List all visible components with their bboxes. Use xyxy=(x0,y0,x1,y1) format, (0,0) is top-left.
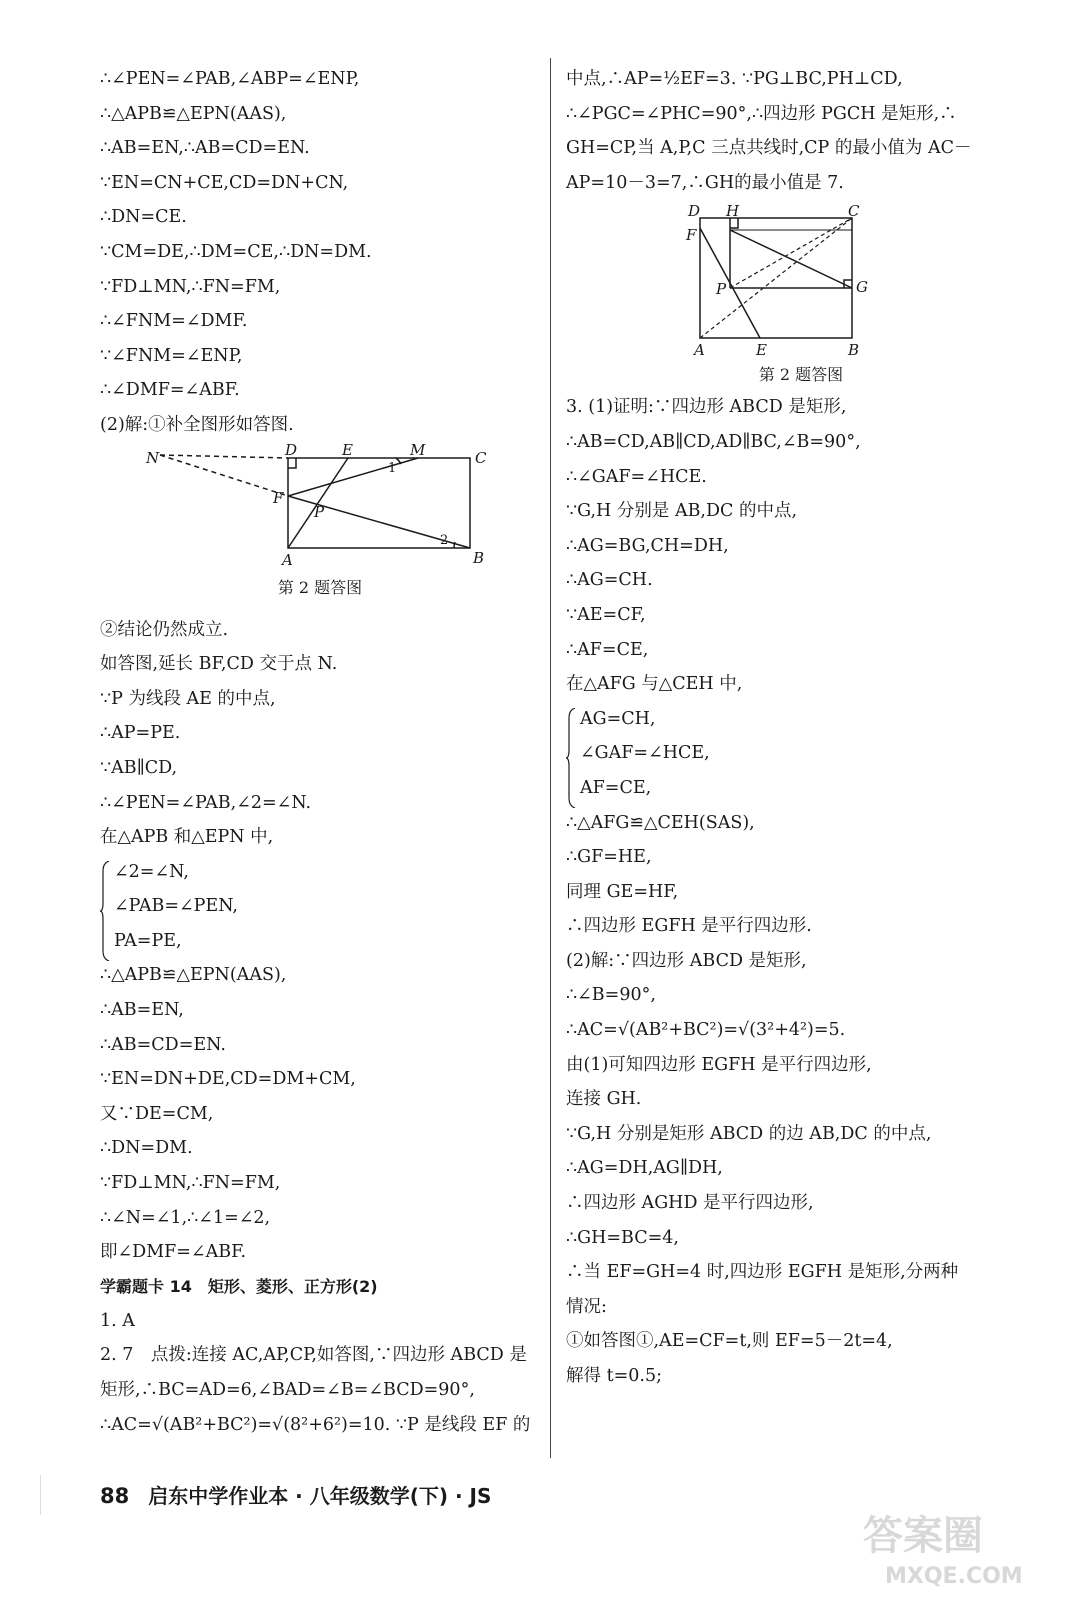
text-line: 如答图,延长 BF,CD 交于点 N. xyxy=(100,654,338,675)
text-line: ∵CM=DE,∴DM=CE,∴DN=DM. xyxy=(100,241,372,262)
text-line: PA=PE, xyxy=(114,930,182,951)
section-title: 学霸题卡 14 矩形、菱形、正方形(2) xyxy=(100,1276,378,1296)
geometry-diagram-right xyxy=(566,200,1036,360)
equation-system xyxy=(566,702,1036,806)
text-line: 1. A xyxy=(100,1310,135,1331)
text-line: ∴∠GAF=∠HCE. xyxy=(566,466,707,487)
right-column xyxy=(566,62,1036,1394)
point-label: F xyxy=(273,488,284,507)
text-line: ∴∠PEN=∠PAB,∠ABP=∠ENP, xyxy=(100,69,360,89)
solution-block-1 xyxy=(566,62,1036,200)
text-line: ∴AC=√(AB²+BC²)=√(8²+6²)=10. ∵P 是线段 EF 的 xyxy=(100,1414,531,1435)
angle-label: 2 xyxy=(440,532,449,548)
text-line: ∴∠DMF=∠ABF. xyxy=(100,380,240,401)
text-line: ∠GAF=∠HCE, xyxy=(580,743,710,764)
text-line: GH=CP,当 A,P,C 三点共线时,CP 的最小值为 AC－ xyxy=(566,138,972,159)
text-line: ∵EN=CN+CE,CD=DN+CN, xyxy=(100,172,349,193)
text-line: ∴∠N=∠1,∴∠1=∠2, xyxy=(100,1207,271,1228)
geometry-diagram-left xyxy=(100,443,540,573)
text-line: ∴四边形 AGHD 是平行四边形, xyxy=(566,1193,814,1214)
page-edge-mark xyxy=(40,1475,41,1515)
text-line: ∴∠PEN=∠PAB,∠2=∠N. xyxy=(100,792,312,813)
text-line: 在△AFG 与△CEH 中, xyxy=(566,674,743,695)
answers-block xyxy=(100,1304,540,1442)
watermark-text: 答案圈 xyxy=(863,1513,983,1559)
text-line: ∴△AFG≌△CEH(SAS), xyxy=(566,812,755,833)
text-line: ∠2=∠N, xyxy=(114,861,189,882)
point-label: E xyxy=(756,341,767,360)
text-line: ∴∠FNM=∠DMF. xyxy=(100,311,248,332)
point-label: H xyxy=(726,202,740,221)
brace-icon xyxy=(566,708,576,808)
text-line: ∵AB∥CD, xyxy=(100,757,178,778)
text-line: 即∠DMF=∠ABF. xyxy=(100,1242,247,1263)
text-line: (2)解:①补全图形如答图. xyxy=(100,414,294,435)
text-line: ∵AE=CF, xyxy=(566,604,646,625)
angle-label: 1 xyxy=(388,460,397,476)
text-line: 由(1)可知四边形 EGFH 是平行四边形, xyxy=(566,1054,872,1075)
text-line: 3. (1)证明:∵四边形 ABCD 是矩形, xyxy=(566,397,847,418)
point-label: C xyxy=(475,448,487,467)
point-label: E xyxy=(342,442,353,459)
text-line: ∴GH=BC=4, xyxy=(566,1227,679,1248)
text-line: ①如答图①,AE=CF=t,则 EF=5－2t=4, xyxy=(566,1331,893,1352)
point-label: B xyxy=(848,341,860,360)
page-footer xyxy=(100,1480,491,1509)
text-line: ∵∠FNM=∠ENP, xyxy=(100,345,243,366)
watermark-logo xyxy=(857,1505,1047,1590)
text-line: 又∵DE=CM, xyxy=(100,1103,214,1124)
text-line: ∴GF=HE, xyxy=(566,847,652,868)
text-line: 解得 t=0.5; xyxy=(566,1366,662,1386)
text-line: ∴DN=CE. xyxy=(100,207,187,228)
point-label: D xyxy=(285,442,298,459)
text-line: ∴AG=BG,CH=DH, xyxy=(566,535,729,556)
text-line: AF=CE, xyxy=(580,777,652,798)
text-line: ∴当 EF=GH=4 时,四边形 EGFH 是矩形,分两种 xyxy=(566,1262,959,1283)
proof-block-1 xyxy=(100,62,540,443)
text-line: ∴△APB≌△EPN(AAS), xyxy=(100,965,287,986)
point-label: D xyxy=(688,202,701,221)
text-line: ∴AG=DH,AG∥DH, xyxy=(566,1158,723,1179)
text-line: 2. 7 点拨:连接 AC,AP,CP,如答图,∵四边形 ABCD 是 xyxy=(100,1345,527,1366)
text-line: ∴DN=DM. xyxy=(100,1138,193,1159)
point-label: P xyxy=(716,280,727,299)
text-line: ∵P 为线段 AE 的中点, xyxy=(100,688,276,709)
figure-caption: 第 2 题答图 xyxy=(758,365,844,385)
text-line: ∴AC=√(AB²+BC²)=√(3²+4²)=5. xyxy=(566,1020,846,1041)
left-column xyxy=(100,62,540,1442)
text-line: 在△APB 和△EPN 中, xyxy=(100,827,274,848)
point-label: B xyxy=(473,548,485,567)
text-line: ∴∠B=90°, xyxy=(566,985,656,1006)
brace-icon xyxy=(100,861,110,961)
text-line: 同理 GE=HF, xyxy=(566,881,679,902)
text-line: ∴四边形 EGFH 是平行四边形. xyxy=(566,916,812,937)
text-line: ∵G,H 分别是 AB,DC 的中点, xyxy=(566,501,798,522)
text-line: ∵FD⊥MN,∴FN=FM, xyxy=(100,276,281,297)
point-label: G xyxy=(856,278,868,297)
point-label: A xyxy=(694,341,705,360)
point-label: M xyxy=(410,442,426,459)
solution-block-3 xyxy=(566,806,1036,1394)
book-title: 启东中学作业本 · 八年级数学(下) · JS xyxy=(148,1484,492,1508)
text-line: ∴AB=EN,∴AB=CD=EN. xyxy=(100,138,310,159)
text-line: AG=CH, xyxy=(580,708,656,729)
figure-left xyxy=(100,443,540,573)
watermark-url: MXQE.COM xyxy=(885,1564,1023,1589)
page-number: 88 xyxy=(100,1484,130,1508)
point-label: A xyxy=(282,550,293,569)
text-line: ∴AG=CH. xyxy=(566,570,653,591)
text-line: ∵FD⊥MN,∴FN=FM, xyxy=(100,1173,281,1194)
figure-caption: 第 2 题答图 xyxy=(277,577,363,597)
text-line: ∴AF=CE, xyxy=(566,639,649,660)
proof-block-2 xyxy=(100,613,540,855)
point-label: N xyxy=(146,448,160,467)
text-line: AP=10－3=7,∴GH的最小值是 7. xyxy=(566,172,844,193)
text-line: 情况: xyxy=(566,1296,607,1317)
text-line: ∴AB=EN, xyxy=(100,1000,184,1021)
text-line: ∴AB=CD=EN. xyxy=(100,1034,226,1055)
solution-block-2 xyxy=(566,390,1036,701)
text-line: 中点,∴AP=½EF=3. ∵PG⊥BC,PH⊥CD, xyxy=(566,69,903,89)
text-line: ∵EN=DN+DE,CD=DM+CM, xyxy=(100,1069,356,1090)
text-line: ②结论仍然成立. xyxy=(100,619,229,640)
text-line: ∴AP=PE. xyxy=(100,723,181,744)
figure-right xyxy=(566,200,1036,360)
column-divider xyxy=(550,58,551,1458)
text-line: 连接 GH. xyxy=(566,1089,642,1110)
equation-system xyxy=(100,855,540,959)
text-line: 矩形,∴BC=AD=6,∠BAD=∠B=∠BCD=90°, xyxy=(100,1380,475,1400)
text-line: ∴AB=CD,AB∥CD,AD∥BC,∠B=90°, xyxy=(566,431,861,452)
text-line: ∵G,H 分别是矩形 ABCD 的边 AB,DC 的中点, xyxy=(566,1123,932,1144)
point-label: C xyxy=(848,202,860,221)
text-line: ∴∠PGC=∠PHC=90°,∴四边形 PGCH 是矩形,∴ xyxy=(566,103,957,124)
proof-block-3 xyxy=(100,958,540,1269)
point-label: F xyxy=(686,226,697,245)
text-line: ∠PAB=∠PEN, xyxy=(114,896,238,917)
text-line: ∴△APB≌△EPN(AAS), xyxy=(100,103,287,124)
point-label: P xyxy=(314,502,325,521)
text-line: (2)解:∵四边形 ABCD 是矩形, xyxy=(566,950,807,971)
